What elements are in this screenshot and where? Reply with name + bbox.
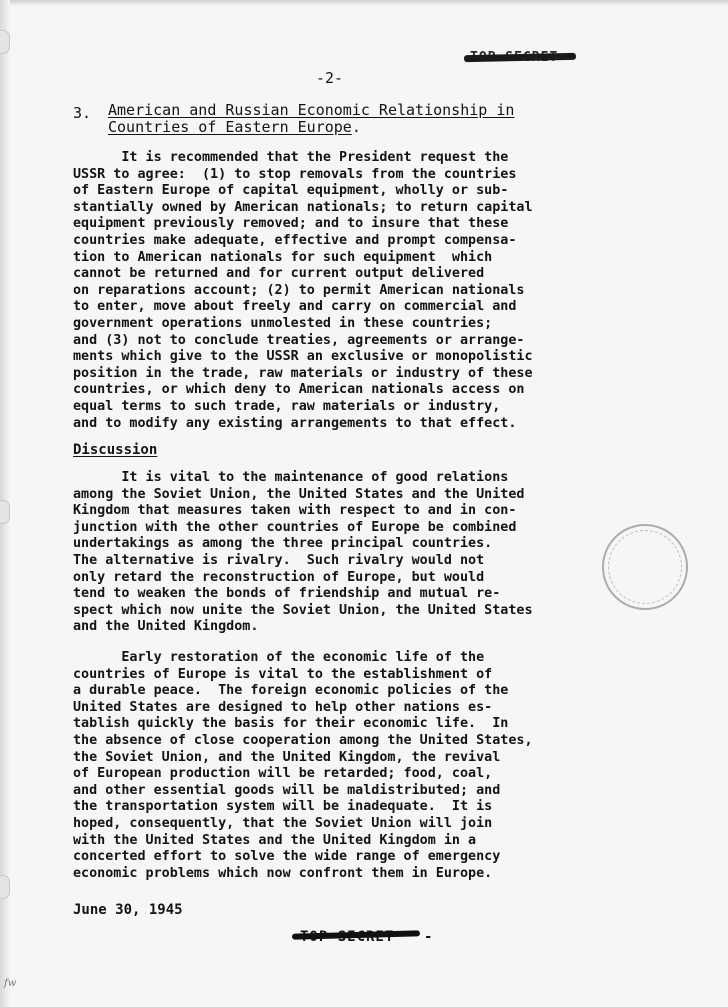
margin-annotation: fw (4, 978, 17, 989)
discussion-heading: Discussion (73, 442, 158, 458)
page-number: -2- (316, 69, 344, 87)
discussion-paragraph-2: Early restoration of the economic life of the countries of Europe is vital to the establishment of a durable peace. The foreign economic policies of the United States are designed to help other nations es- tablish quickly the basis for their economic life. In the absence of close cooperation among the United States, the Soviet Union, and the United Kingdom, the revival of European production will be retarded; food, coal, and other essential goods will be maldistributed; and the transportation system will be inadequate. It is hoped, consequently, that the Soviet Union will join with the United States and the United Kingdom in a concerted effort to solve the wide range of emergency economic problems which now confront them in Europe. (73, 650, 533, 881)
recommendation-paragraph: It is recommended that the President request the USSR to agree: (1) to stop removals from the countries of Eastern Europe of capital equipment, wholly or sub- stantially owned by American nationals; to return capital equipment previously removed; and to insure that these countries make adequate, effective and prompt compensa- tion to American nationals for such equipment which cannot be returned and for current output delivered on reparations account; (2) to permit American nationals to enter, move about freely and carry on commercial and government operations unmolested in these countries; and (3) not to conclude treaties, agreements or arrange- ments which give to the USSR an exclusive or monopolistic position in the trade, raw materials or industry of these countries, or which deny to American nationals access on equal terms to such trade, raw materials or industry, and to modify any existing arrangements to that effect. (73, 150, 533, 431)
section-number: 3. (73, 104, 92, 122)
section-title-line1: American and Russian Economic Relationship in (108, 101, 515, 119)
archive-stamp (602, 524, 688, 610)
stamp-ring (608, 530, 682, 604)
punch-hole-icon (0, 30, 10, 54)
redaction-strike-top (464, 53, 576, 62)
discussion-paragraph-1: It is vital to the maintenance of good relations among the Soviet Union, the United States and the United Kingdom that measures taken with respect to and in con- junction with the other countries of Europe be combined undertakings as among the three principal countries. The alternative is rivalry. Such rivalry would not only retard the reconstruction of Europe, but would tend to weaken the bonds of friendship and mutual re- spect which now unite the Soviet Union, the United States and the United Kingdom. (73, 470, 533, 635)
section-title-line2: Countries of Eastern Europe (108, 118, 352, 136)
footer-dash: - (424, 929, 433, 945)
punch-hole-icon (0, 875, 10, 899)
page-edge-top (0, 0, 728, 6)
section-title: American and Russian Economic Relationship in Countries of Eastern Europe. (108, 101, 515, 136)
document-date: June 30, 1945 (73, 902, 183, 918)
punch-hole-icon (0, 500, 10, 524)
